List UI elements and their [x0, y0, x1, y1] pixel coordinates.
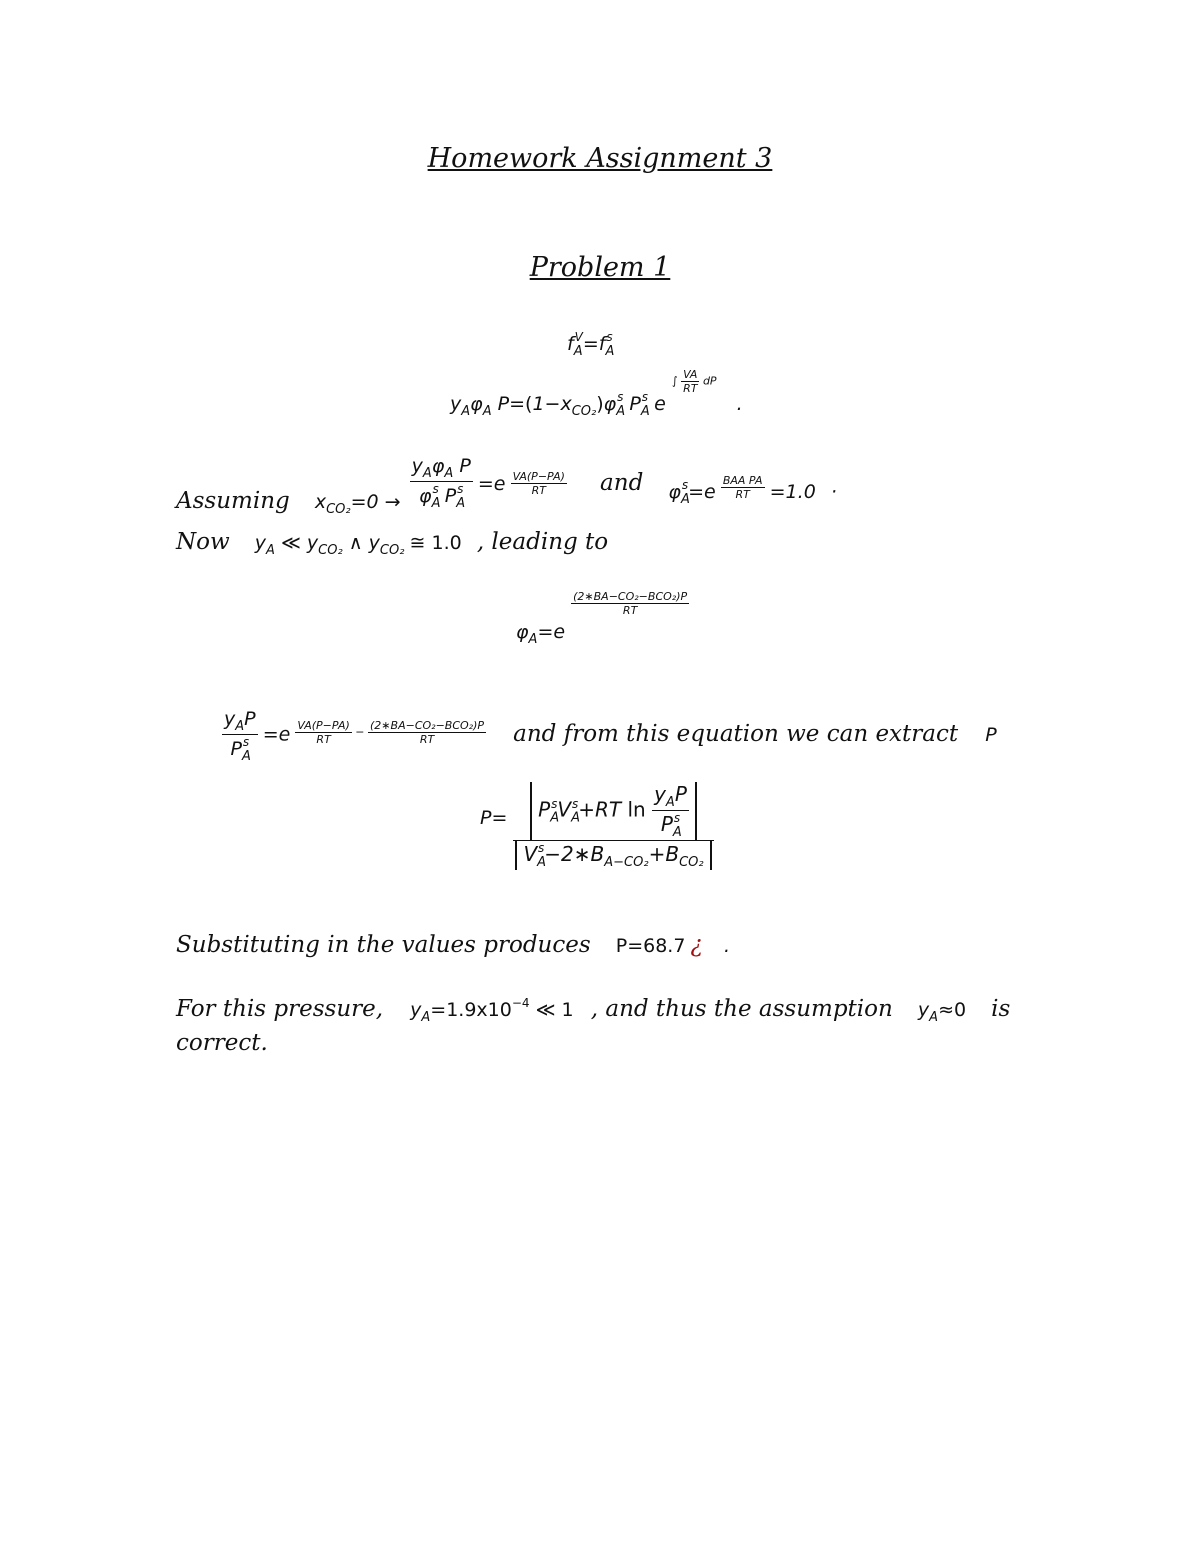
page-title: Homework Assignment 3 — [427, 143, 773, 174]
phi-sat-value: =1.0 — [769, 480, 816, 503]
and-label: and — [600, 469, 644, 496]
correct-label: correct. — [176, 1030, 268, 1056]
equation-pressure-solution: P= $P_A^sV_A^s+RT$ ln $\frac{y_AP}{P_A^s}$ $V_A^s-2∗B_{A-CO_2}+B_{CO_2}$ — [480, 782, 714, 870]
ya-value: =1.9x10 — [430, 999, 512, 1021]
ya-compare: ≪ 1 — [535, 999, 574, 1021]
ya-symbol: y — [410, 999, 422, 1021]
for-this-pressure-label: For this pressure, — [176, 996, 384, 1022]
assuming-line: Assuming $x_{CO_2}=0$ → $\frac{y_A\varphi_A P}{\varphi_A^s P_A^s}$ =e $\frac{VA(P-PA)}{RT}$ and $\varphi_A^s=e$ $\frac{\text{BAA PA}}{RT}$ =1.0 · — [176, 455, 837, 517]
substituting-line: Substituting in the values produces P=68.7 ¿ . — [176, 932, 731, 958]
equation-phi-a: $\varphi_A=e$ $\frac{\text{(2∗BA−CO₂−BCO₂)P}}{RT}$ — [516, 590, 688, 647]
pressure-check-line: For this pressure, $y_A=1.9x10^{-4}$ ≪ 1 , and thus the assumption $y_A\approx 0$ is — [176, 996, 1011, 1025]
is-label: is — [991, 996, 1011, 1022]
ya-exponent: −4 — [511, 996, 530, 1010]
equation-fugacity-equality: $f_A^V=f_A^s$ — [567, 330, 615, 359]
leading-to-label: , leading to — [476, 529, 609, 555]
now-line: Now $y_A$ ≪ $y_{CO_2}$ ∧ $y_{CO_2}$ ≅ 1.0 , leading to — [176, 529, 609, 558]
approx-zero: ≈0 — [938, 999, 967, 1021]
assuming-label: Assuming — [176, 487, 290, 514]
section-title: Problem 1 — [529, 252, 671, 283]
extract-label: and from this equation we can extract — [513, 720, 959, 747]
ycomp-value: ≅ 1.0 — [409, 532, 462, 554]
substituting-label: Substituting in the values produces — [176, 932, 591, 958]
now-label: Now — [176, 529, 230, 555]
extract-line: $\frac{y_AP}{P_A^s}$ =e $\frac{VA(P-PA)}{RT}$ − $\frac{\text{(2∗BA−CO₂−BCO₂)P}}{RT}$ and from this equation we can extract P — [224, 708, 997, 764]
pressure-result: P=68.7 — [615, 935, 686, 957]
equation-phase-equilibrium: $y_A\varphi_A$ $P=(1-x_{CO_2})\varphi_A^s$ $P_A^s$ e ∫ $\frac{VA}{RT}$ dP . — [450, 368, 743, 419]
pressure-unit-glyph: ¿ — [690, 932, 703, 958]
thus-assumption-label: , and thus the assumption — [590, 996, 893, 1022]
